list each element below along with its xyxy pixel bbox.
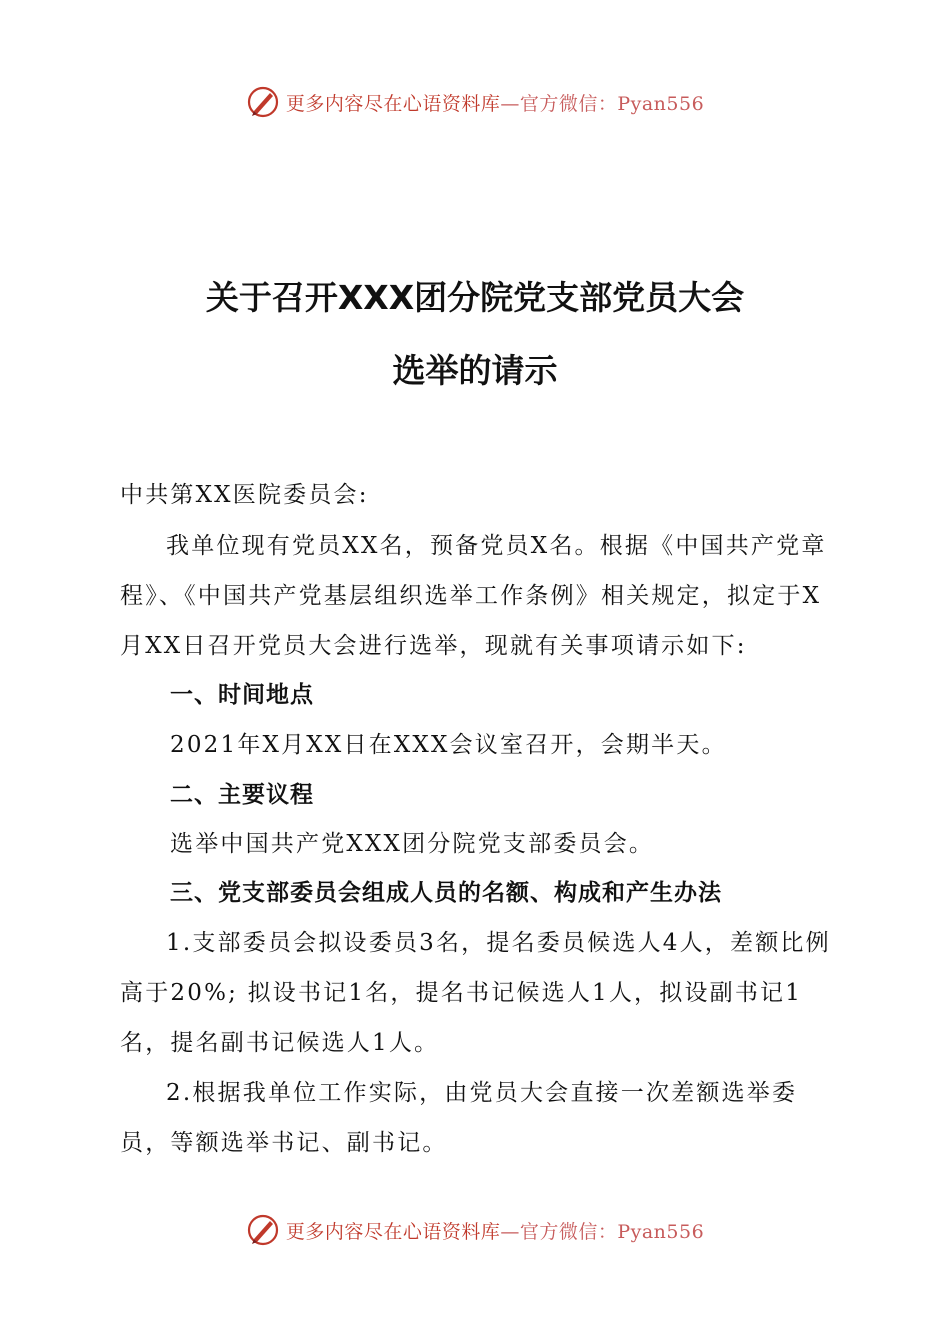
pen-logo-icon [246,85,280,119]
section1-text: 2021年X月XX日在XXX会议室召开，会期半天。 [170,732,727,758]
salutation: 中共第XX医院委员会: [120,482,369,508]
section3-item1: 1.支部委员会拟设委员3名，提名委员候选人4人，差额比例高于20%; 拟设书记1名，提名书记候选人1人，拟设副书记1名，提名副书记候选人1人。 [120,930,831,1056]
banner-main-text: 更多内容尽在心语资料库 [285,92,501,115]
footer-banner [0,1210,950,1250]
pen-logo-icon [246,1213,280,1247]
document-title-line2: 选举的请示 [392,351,558,390]
banner-contact-text: 官方微信：Pyan556 [519,92,705,115]
document-title-line1: 关于召开XXX团分院党支部党员大会 [205,278,745,317]
section1-heading: 一、时间地点 [170,682,314,708]
footer-separator: — [500,1220,520,1243]
section2-heading: 二、主要议程 [170,782,314,808]
section3-item2: 2.根据我单位工作实际，由党员大会直接一次差额选举委员，等额选举书记、副书记。 [120,1080,798,1156]
intro-paragraph: 我单位现有党员XX名，预备党员X名。根据《中国共产党章程》、《中国共产党基层组织选举工作条例》相关规定，拟定于X月XX日召开党员大会进行选举，现就有关事项请示如下: [120,533,827,659]
banner-separator: — [500,92,520,115]
footer-main-text: 更多内容尽在心语资料库 [285,1220,501,1243]
footer-contact-text: 官方微信：Pyan556 [519,1220,705,1243]
section3-heading: 三、党支部委员会组成人员的名额、构成和产生办法 [170,880,722,906]
header-banner [0,82,950,122]
section2-text: 选举中国共产党XXX团分院党支部委员会。 [170,831,655,857]
